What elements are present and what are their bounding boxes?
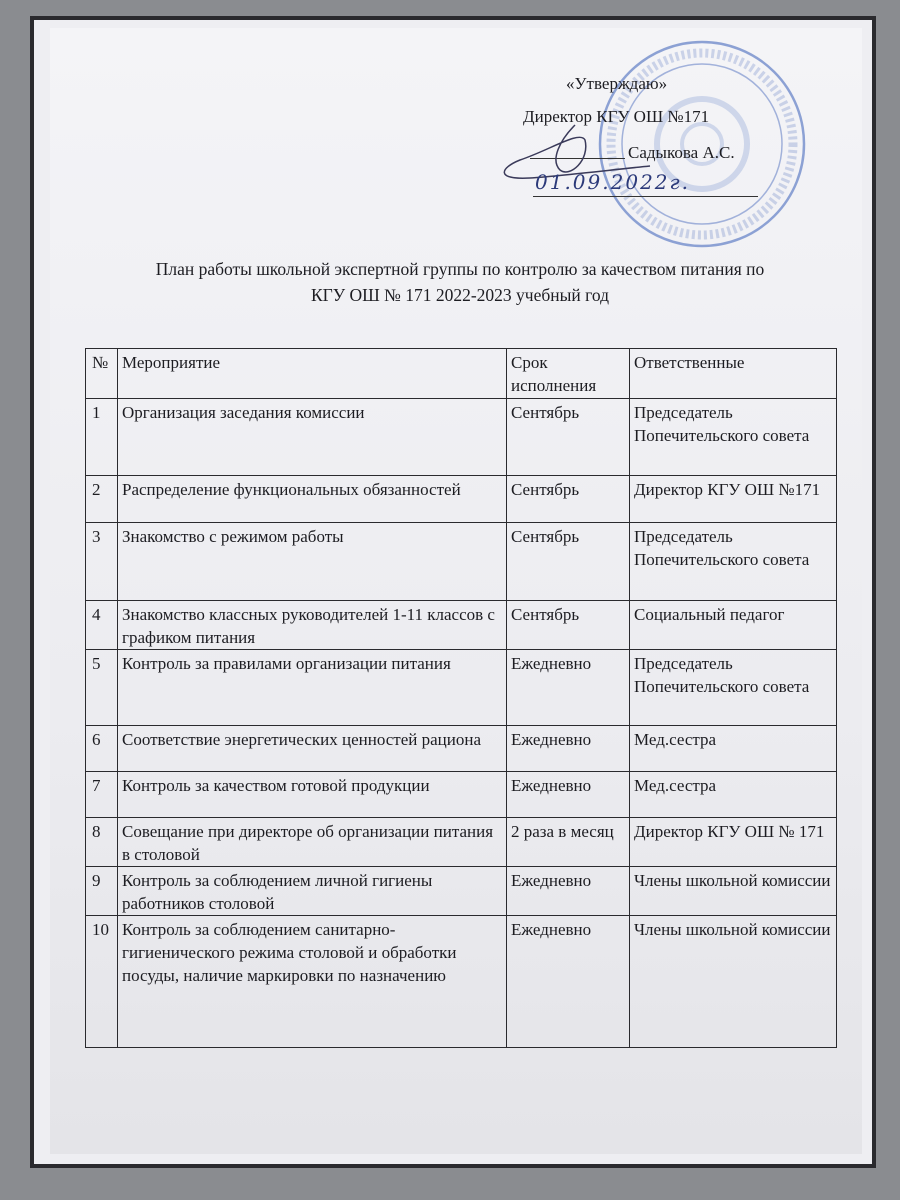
table-row	[86, 601, 837, 650]
row-term: Ежедневно	[507, 726, 630, 772]
row-term: Сентябрь	[507, 523, 630, 601]
row-event: Совещание при директоре об организации питания в столовой	[118, 818, 507, 867]
row-event: Знакомство классных руководителей 1-11 классов с графиком питания	[118, 601, 507, 650]
page-title	[60, 256, 860, 308]
director-name: Садыкова А.С.	[628, 143, 735, 162]
table-row	[86, 726, 837, 772]
row-event: Контроль за соблюдением личной гигиены работников столовой	[118, 867, 507, 916]
row-number: 7	[86, 772, 118, 818]
row-term: Ежедневно	[507, 867, 630, 916]
table-row	[86, 650, 837, 726]
table-row	[86, 818, 837, 867]
table-row	[86, 399, 837, 476]
row-responsible: Мед.сестра	[630, 726, 837, 772]
table-row	[86, 476, 837, 523]
header-responsible: Ответственные	[630, 349, 837, 399]
title-line-2: КГУ ОШ № 171 2022-2023 учебный год	[310, 285, 610, 305]
row-responsible: Члены школьной комиссии	[630, 916, 837, 1048]
row-number: 4	[86, 601, 118, 650]
row-event: Знакомство с режимом работы	[118, 523, 507, 601]
row-responsible: Председатель Попечительского совета	[630, 399, 837, 476]
row-term: 2 раза в месяц	[507, 818, 630, 867]
header-number: №	[86, 349, 118, 399]
row-number: 5	[86, 650, 118, 726]
row-term: Ежедневно	[507, 916, 630, 1048]
row-event: Соответствие энергетических ценностей рациона	[118, 726, 507, 772]
table-row	[86, 867, 837, 916]
row-responsible: Председатель Попечительского совета	[630, 650, 837, 726]
row-number: 8	[86, 818, 118, 867]
header-term: Срок исполнения	[507, 349, 630, 399]
row-event: Контроль за правилами организации питания	[118, 650, 507, 726]
row-number: 6	[86, 726, 118, 772]
row-term: Сентябрь	[507, 601, 630, 650]
row-number: 10	[86, 916, 118, 1048]
row-number: 1	[86, 399, 118, 476]
row-event: Распределение функциональных обязанностей	[118, 476, 507, 523]
plan-table	[85, 348, 837, 1048]
table-row	[86, 916, 837, 1048]
table-row	[86, 772, 837, 818]
row-number: 9	[86, 867, 118, 916]
row-term: Сентябрь	[507, 476, 630, 523]
table-header-row	[86, 349, 837, 399]
row-event: Контроль за соблюдением санитарно-гигиенического режима столовой и обработки посуды, наличие маркировки по назначению	[118, 916, 507, 1048]
title-line-1: План работы школьной экспертной группы по контролю за качеством питания по	[155, 259, 765, 279]
row-number: 3	[86, 523, 118, 601]
table-row	[86, 523, 837, 601]
date-line	[533, 196, 758, 197]
row-term: Сентябрь	[507, 399, 630, 476]
row-responsible: Мед.сестра	[630, 772, 837, 818]
row-event: Организация заседания комиссии	[118, 399, 507, 476]
approval-date: 01.09.2022г.	[535, 170, 690, 194]
row-event: Контроль за качеством готовой продукции	[118, 772, 507, 818]
header-event: Мероприятие	[118, 349, 507, 399]
row-responsible: Директор КГУ ОШ № 171	[630, 818, 837, 867]
row-responsible: Социальный педагог	[630, 601, 837, 650]
row-responsible: Председатель Попечительского совета	[630, 523, 837, 601]
row-term: Ежедневно	[507, 650, 630, 726]
row-responsible: Директор КГУ ОШ №171	[630, 476, 837, 523]
row-number: 2	[86, 476, 118, 523]
row-term: Ежедневно	[507, 772, 630, 818]
approve-label: «Утверждаю»	[566, 74, 668, 93]
row-responsible: Члены школьной комиссии	[630, 867, 837, 916]
director-position: Директор КГУ ОШ №171	[523, 107, 710, 126]
